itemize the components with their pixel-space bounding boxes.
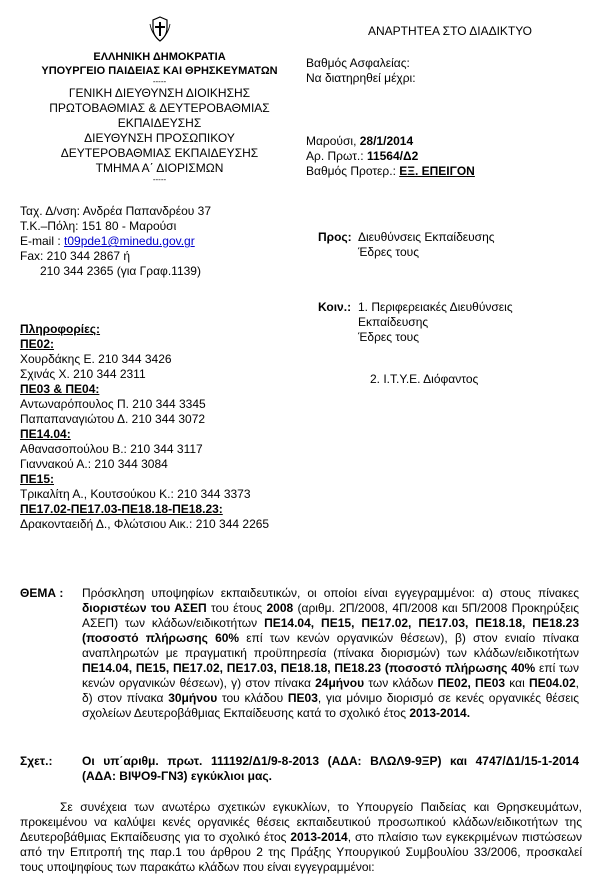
info-title: Πληροφορίες: <box>20 322 101 336</box>
to-line-1: Διευθύνσεις Εκπαίδευσης <box>358 230 495 244</box>
republic-name: ΕΛΛΗΝΙΚΗ ΔΗΜΟΚΡΑΤΙΑ <box>93 51 226 63</box>
protocol-number: 11564/Δ2 <box>366 149 419 163</box>
fax-line-1: Fax: 210 344 2867 ή <box>20 249 131 263</box>
cc-label: Κοιν.: <box>318 300 352 314</box>
subject-part: 24μήνου <box>315 676 365 690</box>
subject-part: επί των κενών οργανικών θέσεων), γ) στον πίνακα <box>82 661 579 690</box>
body-part: , στο πλαίσιο των εγκεκριμένων πιστώσεων από την Επιτροπή της παρ.1 του άρθρου 2 της Πράξης Υπουργικού Συμβουλίου 33/2006, προσκαλεί τους υποψηφίους των παρακάτω κλάδων που είναι εγγεγραμμένοι: <box>20 830 582 874</box>
cc1-line-2: Εκπαίδευσης <box>358 315 429 329</box>
street-address: Ταχ. Δ/νση: Ανδρέα Παπανδρέου 37 <box>20 204 212 218</box>
keep-until-label: Να διατηρηθεί μέχρι: <box>306 71 416 85</box>
security-block <box>306 56 416 86</box>
body-paragraph <box>20 800 582 875</box>
body-part: 2013-2014 <box>290 830 348 844</box>
info-group-label: ΠΕ02: <box>20 337 55 351</box>
document-date: 28/1/2014 <box>359 134 414 148</box>
info-line: Τρικαλίτη Α., Κουτσούκου Κ.: 210 344 3373 <box>20 487 251 501</box>
directorate-line1: ΔΙΕΥΘΥΝΣΗ ΠΡΟΣΩΠΙΚΟΥ <box>84 131 235 145</box>
issuer-header <box>32 50 287 184</box>
header-separator: ----- <box>152 77 167 86</box>
place-label: Μαρούσι, <box>306 134 360 148</box>
publish-notice: ΑΝΑΡΤΗΤΕΑ ΣΤΟ ΔΙΑΔΙΚΤΥΟ <box>368 24 532 38</box>
subject-part: ΠΕ14.04, ΠΕ15, ΠΕ17.02, ΠΕ17.03, ΠΕ18.18, ΠΕ18.23 (ποσοστό πλήρωσης 40% <box>82 661 536 675</box>
email-label: E-mail : <box>20 234 65 248</box>
subject-part: επί των κενών οργανικών θέσεων), β) στον ενιαίο πίνακα αναπληρωτών με πραγματική προϋπηρεσία (πίνακα διορισμών) των κλάδων/ειδικοτήτων <box>82 631 580 660</box>
priority-value: ΕΞ. ΕΠΕΙΓΟΝ <box>399 164 475 178</box>
subject-part: διοριστέων του ΑΣΕΠ <box>82 601 207 615</box>
general-directorate-line1: ΓΕΝΙΚΗ ΔΙΕΥΘΥΝΣΗ ΔΙΟΙΚΗΣΗΣ <box>68 86 251 100</box>
info-line: Σχινάς Χ. 210 344 2311 <box>20 367 146 381</box>
subject-label: ΘΕΜΑ : <box>20 586 64 600</box>
priority-label: Βαθμός Προτερ.: <box>306 164 400 178</box>
reference-label: Σχετ.: <box>20 754 53 768</box>
security-level-label: Βαθμός Ασφαλείας: <box>306 56 410 70</box>
place-date <box>306 134 475 149</box>
subject-text <box>82 586 579 721</box>
to-recipient <box>358 230 495 260</box>
priority-line <box>306 164 475 179</box>
info-group-label: ΠΕ17.02-ΠΕ17.03-ΠΕ18.18-ΠΕ18.23: <box>20 502 223 516</box>
info-line: Παπαπαναγιώτου Δ. 210 344 3072 <box>20 412 206 426</box>
subject-part: ΠΕ02, ΠΕ03 <box>437 676 506 690</box>
info-line: Γιαννακού Α.: 210 344 3084 <box>20 457 168 471</box>
info-line: Αθανασοπούλου Β.: 210 344 3117 <box>20 442 203 456</box>
subject-part: του έτους <box>206 601 267 615</box>
cc1-line-1: 1. Περιφερειακές Διευθύνσεις <box>358 300 513 314</box>
info-line: Χουρδάκης Ε. 210 344 3426 <box>20 352 172 366</box>
to-label: Προς: <box>318 230 352 244</box>
cc1-line-3: Έδρες τους <box>358 330 419 344</box>
subject-part: ΠΕ14.04, ΠΕ15, ΠΕ17.02, ΠΕ17.03, ΠΕ18.18, ΠΕ18.23 (ποσοστό πλήρωσης 60% <box>82 616 579 645</box>
cc-recipient-1 <box>358 300 513 345</box>
department-name: ΤΜΗΜΑ Α΄ ΔΙΟΡΙΣΜΩΝ <box>95 161 224 175</box>
to-line-2: Έδρες τους <box>358 245 419 259</box>
protocol-line <box>306 149 475 164</box>
subject-part: , δ) στον πίνακα <box>82 676 579 705</box>
general-directorate-line2: ΠΡΩΤΟΒΑΘΜΙΑΣ & ΔΕΥΤΕΡΟΒΑΘΜΙΑΣ <box>49 101 270 115</box>
contact-info-block <box>20 322 320 532</box>
info-line: Δρακονταειδή Δ., Φλώτσιου Αικ.: 210 344 2265 <box>20 517 270 531</box>
info-group-label: ΠΕ14.04: <box>20 427 71 441</box>
email-line <box>20 234 290 249</box>
email-link[interactable]: t09pde1@minedu.gov.gr <box>64 234 195 248</box>
ministry-name: ΥΠΟΥΡΓΕΙΟ ΠΑΙΔΕΙΑΣ ΚΑΙ ΘΡΗΣΚΕΥΜΑΤΩΝ <box>41 65 278 77</box>
subject-part: ΠΕ03 <box>287 691 318 705</box>
body-part: Σε συνέχεια των ανωτέρω σχετικών εγκυκλίων, το Υπουργείο Παιδείας και Θρησκευμάτων, προκειμένου να καλύψει κενές οργανικές θέσεις εκπαιδευτικού προσωπικού κλάδων/ειδικοτήτων της Δευτεροβάθμιας Εκπαίδευσης για το σχολικό έτος <box>20 800 582 844</box>
general-directorate-line3: ΕΚΠΑΙΔΕΥΣΗΣ <box>117 116 202 130</box>
subject-part: του κλάδου <box>217 691 288 705</box>
subject-part: και <box>505 676 529 690</box>
subject-part: (αριθμ. 2Π/2008, 4Π/2008 και 5Π/2008 Προκηρύξεις ΑΣΕΠ) των κλάδων/ειδικοτήτων <box>82 601 579 630</box>
info-group-label: ΠΕ03 & ΠΕ04: <box>20 382 100 396</box>
subject-part: 2013-2014. <box>409 706 471 720</box>
postal-address: Τ.Κ.–Πόλη: 151 80 - Μαρούσι <box>20 219 177 233</box>
fax-line-2: 210 344 2365 (για Γραφ.1139) <box>40 264 201 278</box>
subject-part: των κλάδων <box>364 676 438 690</box>
greek-emblem-icon <box>148 16 172 42</box>
reference-text: Οι υπ΄αριθμ. πρωτ. 111192/Δ1/9-8-2013 (ΑΔΑ: ΒΛΩΛ9-9ΞΡ) και 4747/Δ1/15-1-2014 (ΑΔΑ: ΒΙΨΟ9-ΓΝ3) εγκύκλιοι μας. <box>82 754 579 783</box>
directorate-line2: ΔΕΥΤΕΡΟΒΑΘΜΙΑΣ ΕΚΠΑΙΔΕΥΣΗΣ <box>60 146 259 160</box>
subject-part: ΠΕ04.02 <box>528 676 576 690</box>
info-line: Αντωναρόπουλος Π. 210 344 3345 <box>20 397 206 411</box>
protocol-label: Αρ. Πρωτ.: <box>306 149 367 163</box>
address-block <box>20 204 290 279</box>
date-protocol-block <box>306 134 475 179</box>
subject-part: Πρόσκληση υποψηφίων εκπαιδευτικών, οι οποίοι είναι εγγεγραμμένοι: α) στους πίνακες <box>82 586 579 600</box>
cc-recipient-2: 2. Ι.Τ.Υ.Ε. Διόφαντος <box>370 372 479 386</box>
info-group-label: ΠΕ15: <box>20 472 55 486</box>
subject-part: 2008 <box>266 601 294 615</box>
subject-part: 30μήνου <box>168 691 218 705</box>
header-separator-2: ----- <box>152 175 167 184</box>
subject-part: , για μόνιμο διορισμό σε κενές οργανικές θέσεις σχολείων Δευτεροβάθμιας Εκπαίδευσης κατά το σχολικό έτος <box>82 691 579 720</box>
